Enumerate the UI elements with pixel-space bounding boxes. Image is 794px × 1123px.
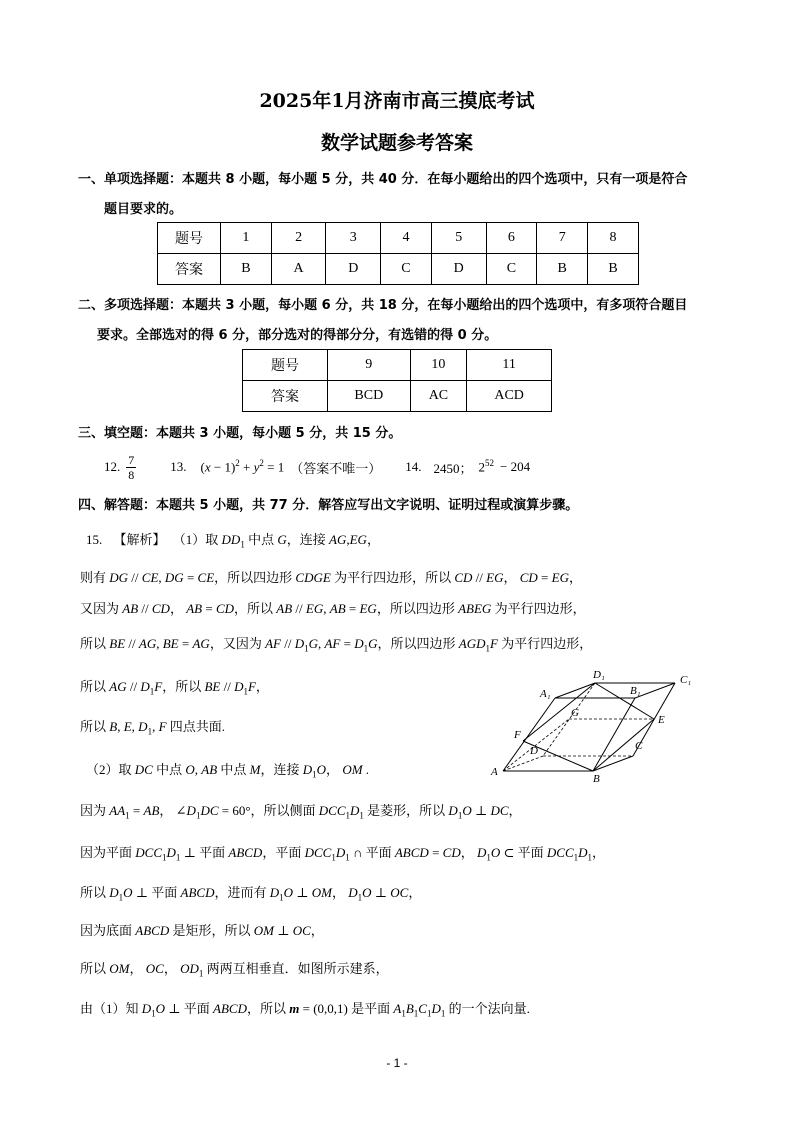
- table-cell: 1: [221, 223, 272, 254]
- q14-answer2-base: $2^{52}$: [478, 458, 495, 475]
- table-cell: 11: [467, 350, 552, 381]
- exam-subtitle: 数学试题参考答案: [320, 132, 473, 154]
- table-cell: 3: [326, 223, 381, 254]
- table-cell: 10: [410, 350, 467, 381]
- table-cell: 8: [588, 223, 639, 254]
- figure-label: B: [593, 773, 600, 785]
- figure-label: C: [635, 740, 643, 752]
- q13-label: 13.: [170, 459, 187, 474]
- q14-answer1: 2450；: [433, 460, 473, 476]
- figure-label: G: [571, 707, 579, 719]
- figure-label: A₁: [540, 688, 551, 700]
- figure-label: F: [514, 729, 521, 741]
- section1-heading-cont: 题目要求的。: [104, 202, 183, 217]
- q12-fraction: [126, 453, 136, 482]
- table-row: [158, 254, 639, 285]
- q12-numerator: 7: [128, 452, 135, 467]
- figure-label: D₁: [593, 669, 605, 681]
- table-cell: AC: [410, 381, 467, 412]
- q14-label: 14.: [405, 459, 422, 474]
- table-cell: 4: [381, 223, 432, 254]
- table-cell: A: [271, 254, 326, 285]
- q13-note: （答案不唯一）: [290, 460, 382, 476]
- row-label: 题号: [158, 223, 221, 254]
- section1-heading: 一、单项选择题：本题共 8 小题，每小题 5 分，共 40 分．在每小题给出的四个选项中，只有一项是符合: [78, 172, 688, 187]
- table-cell: 7: [537, 223, 588, 254]
- table-cell: D: [431, 254, 486, 285]
- q12-denominator: 8: [128, 467, 135, 482]
- proof-line: 因为底面 ABCD 是矩形，所以 OM ⊥ OC，: [80, 923, 324, 938]
- table-row: [243, 381, 552, 412]
- figure-label: B₁: [630, 685, 641, 697]
- q15-label: 15.: [86, 532, 103, 547]
- table-cell: 9: [328, 350, 411, 381]
- exam-title: 2025年1月济南市高三摸底考试: [259, 90, 535, 112]
- section2-heading: 二、多项选择题：本题共 3 小题，每小题 6 分，共 18 分，在每小题给出的四个选项中，有多项符合题目: [78, 298, 688, 313]
- table-cell: 6: [486, 223, 537, 254]
- table-row: [243, 350, 552, 381]
- table-cell: B: [221, 254, 272, 285]
- proof-line: 因为平面 $DCC_1D_1$ ⊥ 平面 ABCD，平面 $DCC_1D_1$ ∩ 平面 ABCD = CD， $D_1O$ ⊂ 平面 $DCC_1D_1$，: [80, 845, 606, 863]
- q13-equation: $(x - 1)^2 + y^2 = 1$: [200, 458, 285, 475]
- row-label: 题号: [243, 350, 328, 381]
- q15-intro: 15. 【解析】 （1）取 $DD_1$ 中点 G，连接 AG,EG，: [86, 532, 380, 550]
- row-label: 答案: [243, 381, 328, 412]
- q15-tag: 【解析】: [113, 532, 166, 547]
- table-cell: B: [588, 254, 639, 285]
- proof-line: 由（1）知 $D_1O$ ⊥ 平面 ABCD，所以 m = (0,0,1) 是平面 $A_1B_1C_1D_1$ 的一个法向量.: [80, 1001, 530, 1019]
- prism-figure: [485, 665, 700, 785]
- table-cell: C: [486, 254, 537, 285]
- section2-heading-cont: 要求。全部选对的得 6 分，部分选对的得部分分，有选错的得 0 分。: [97, 328, 498, 343]
- table-cell: C: [381, 254, 432, 285]
- q12-label: 12.: [104, 459, 121, 474]
- table-cell: 2: [271, 223, 326, 254]
- row-label: 答案: [158, 254, 221, 285]
- q15-part2: （2）: [86, 762, 119, 777]
- table-cell: D: [326, 254, 381, 285]
- table-cell: B: [537, 254, 588, 285]
- table-cell: 5: [431, 223, 486, 254]
- fill-in-answers: [104, 450, 530, 484]
- proof-line: 所以 OM， OC， $OD_1$ 两两互相垂直．如图所示建系，: [80, 961, 389, 979]
- table-cell: ACD: [467, 381, 552, 412]
- section3-heading: 三、填空题：本题共 3 小题，每小题 5 分，共 15 分。: [78, 426, 402, 441]
- q15-part1: （1）: [172, 532, 206, 547]
- section1-answer-table: [157, 222, 639, 285]
- proof-line: （2）取 DC 中点 O, AB 中点 M，连接 $D_1O$， OM .: [86, 762, 370, 780]
- figure-label: E: [658, 714, 665, 726]
- proof-line: 所以 B, E, $D_1$, F 四点共面.: [80, 719, 226, 737]
- figure-label: C₁: [680, 674, 692, 686]
- section4-heading: 四、解答题：本题共 5 小题，共 77 分．解答应写出文字说明、证明过程或演算步骤。: [78, 498, 579, 513]
- proof-line: 则有 DG // CE, DG = CE，所以四边形 CDGE 为平行四边形，所以 CD // EG， CD = EG，: [80, 570, 582, 585]
- proof-line: 因为 $AA_1$ = AB， $\angle D_1DC = 60^\circ$，所以侧面 $DCC_1D_1$ 是菱形，所以 $D_1O$ ⊥ DC，: [80, 803, 522, 821]
- page-number: - 1 -: [386, 1056, 408, 1070]
- section2-answer-table: [242, 349, 552, 412]
- proof-line: 又因为 AB // CD， AB = CD，所以 AB // EG, AB = EG，所以四边形 ABEG 为平行四边形，: [80, 601, 586, 616]
- figure-label: D: [530, 745, 538, 757]
- proof-line: 所以 $D_1O$ ⊥ 平面 ABCD，进而有 $D_1O$ ⊥ OM， $D_1O$ ⊥ OC，: [80, 885, 422, 903]
- table-cell: BCD: [328, 381, 411, 412]
- figure-label: A: [491, 766, 498, 778]
- table-row: [158, 223, 639, 254]
- proof-line: 所以 BE // AG, BE = AG，又因为 AF // $D_1G$, AF = $D_1G$，所以四边形 $AGD_1F$ 为平行四边形，: [80, 636, 593, 654]
- proof-line: 所以 AG // $D_1F$，所以 BE // $D_1F$，: [80, 679, 269, 697]
- q14-answer2: − 204: [500, 459, 531, 474]
